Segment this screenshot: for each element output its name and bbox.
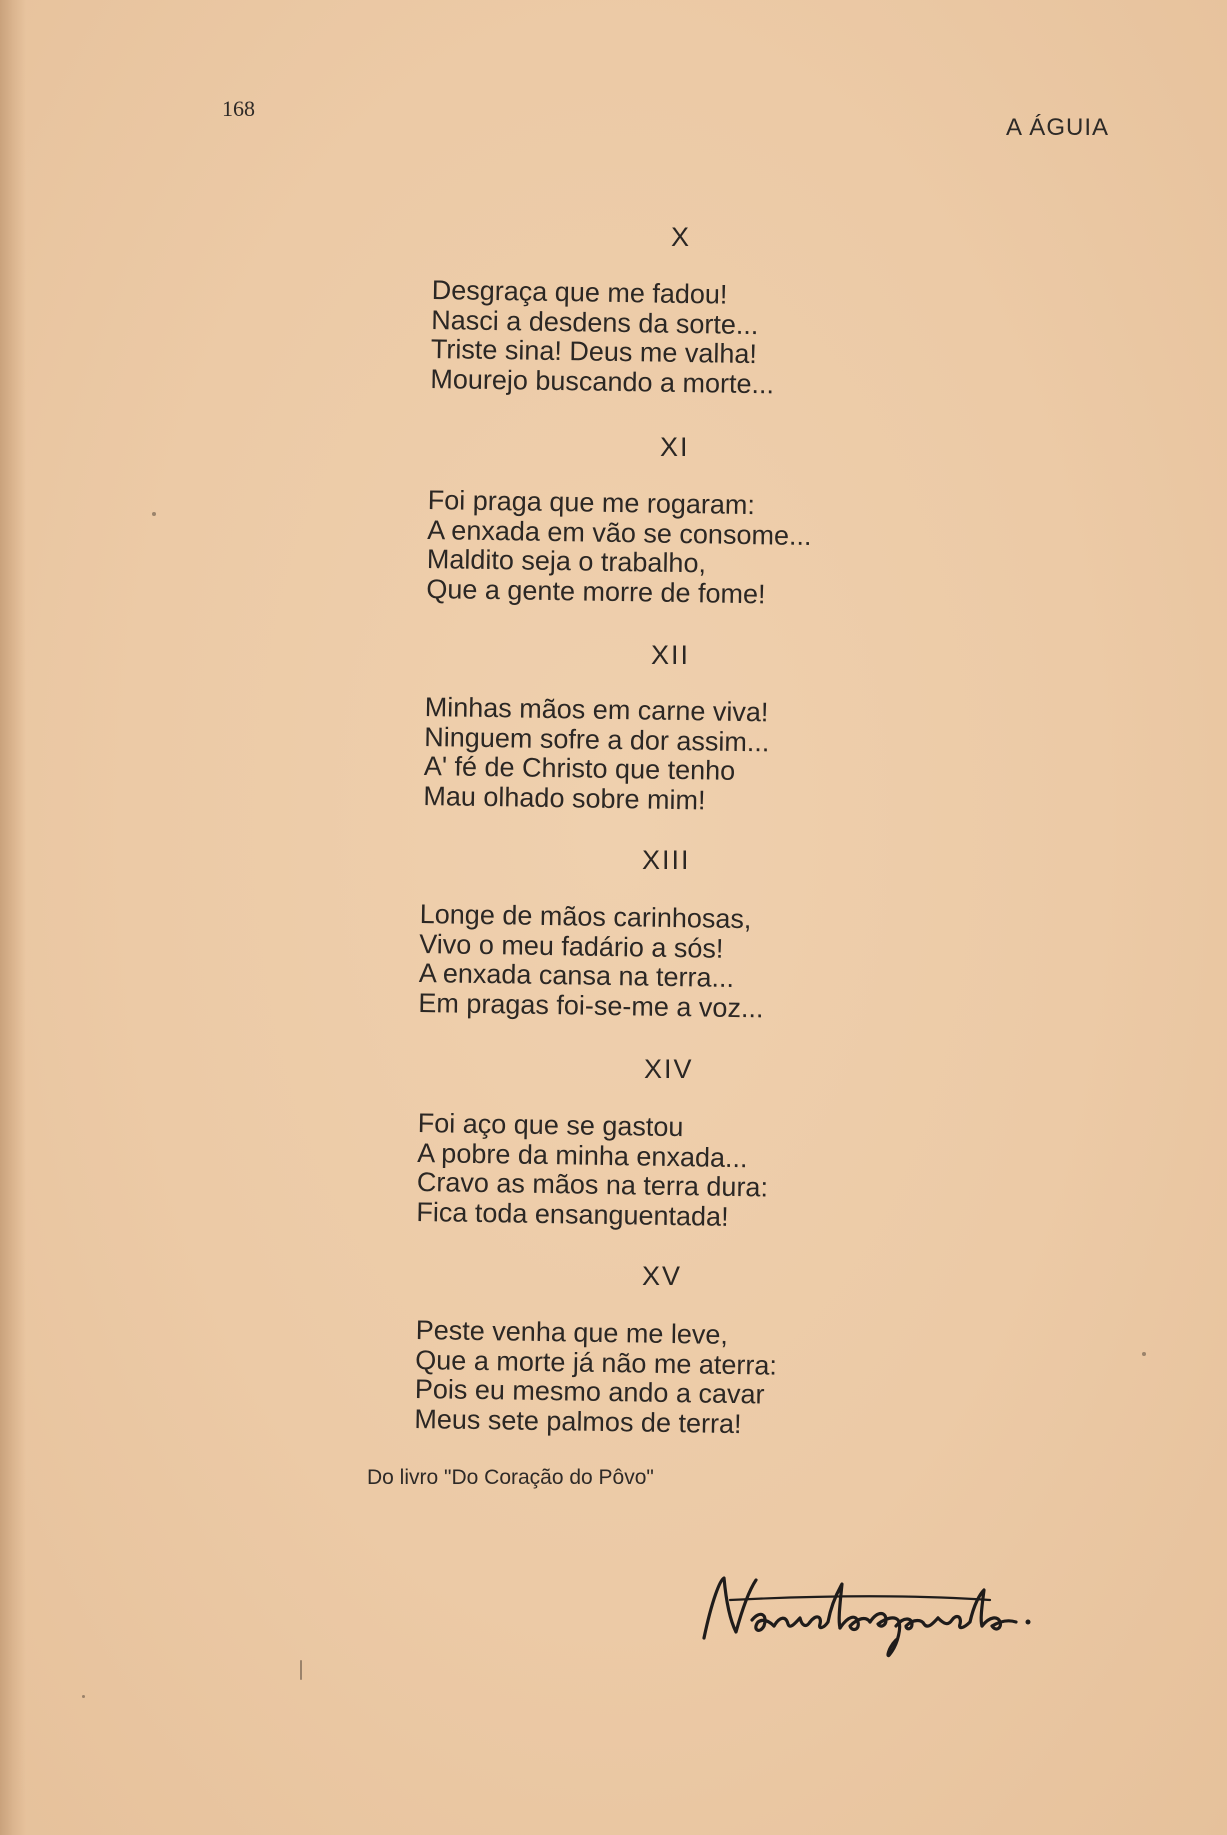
verse-line: Foi praga que me rogaram:: [427, 485, 756, 521]
stanza-numeral: XII: [651, 640, 691, 670]
verse-line: Mourejo buscando a morte...: [430, 363, 775, 399]
verse-line: Minhas mãos em carne viva!: [424, 692, 769, 728]
stanza-numeral: XIV: [644, 1054, 694, 1084]
verse-line: Foi aço que se gastou: [417, 1108, 684, 1143]
page-spine-shadow: [0, 0, 26, 1835]
stanza: [426, 486, 812, 610]
page-number: 168: [222, 96, 255, 121]
stanza-numeral: XIII: [642, 845, 691, 875]
verse-line: Cravo as mãos na terra dura:: [416, 1166, 769, 1203]
verse-line: A enxada cansa na terra...: [418, 957, 735, 993]
verse-line: Em pragas foi-se-me a voz...: [418, 987, 764, 1023]
verse-line: Peste venha que me leve,: [415, 1315, 729, 1350]
verse-line: Ninguem sofre a dor assim...: [424, 721, 770, 757]
verse-line: Fica toda ensanguentada!: [416, 1196, 729, 1232]
verse-line: Triste sina! Deus me valha!: [430, 333, 758, 370]
paper-speck: [300, 1660, 302, 1680]
source-note: Do livro "Do Coração do Pôvo": [367, 1466, 654, 1489]
verse-line: Vivo o meu fadário a sós!: [419, 928, 724, 964]
verse-line: Nasci a desdens da sorte...: [431, 304, 759, 340]
stanza-numeral: XI: [660, 432, 690, 462]
author-signature: [690, 1560, 1070, 1670]
verse-line: Que a morte já não me aterra:: [415, 1344, 778, 1381]
running-head: A ÁGUIA: [1005, 114, 1109, 141]
stanza: [416, 1109, 769, 1233]
paper-speck: [82, 1695, 85, 1698]
stanza: [430, 276, 775, 399]
stanza: [423, 693, 770, 816]
paper-speck: [1142, 1352, 1146, 1356]
paper-speck: [152, 512, 156, 516]
stanza-numeral: X: [671, 222, 692, 252]
verse-line: Meus sete palmos de terra!: [414, 1403, 742, 1439]
verse-line: Que a gente morre de fome!: [426, 573, 766, 609]
verse-line: Maldito seja o trabalho,: [426, 543, 707, 579]
stanza: [414, 1316, 777, 1440]
verse-line: Desgraça que me fadou!: [431, 275, 728, 310]
verse-line: A enxada em vão se consome...: [427, 514, 812, 551]
verse-line: A pobre da minha enxada...: [417, 1137, 748, 1173]
stanza: [418, 900, 765, 1023]
verse-line: Pois eu mesmo ando a cavar: [414, 1373, 765, 1410]
verse-line: Mau olhado sobre mim!: [423, 780, 706, 815]
stanza-numeral: XV: [642, 1261, 683, 1291]
verse-line: A' fé de Christo que tenho: [423, 750, 736, 786]
verse-line: Longe de mãos carinhosas,: [419, 899, 752, 935]
